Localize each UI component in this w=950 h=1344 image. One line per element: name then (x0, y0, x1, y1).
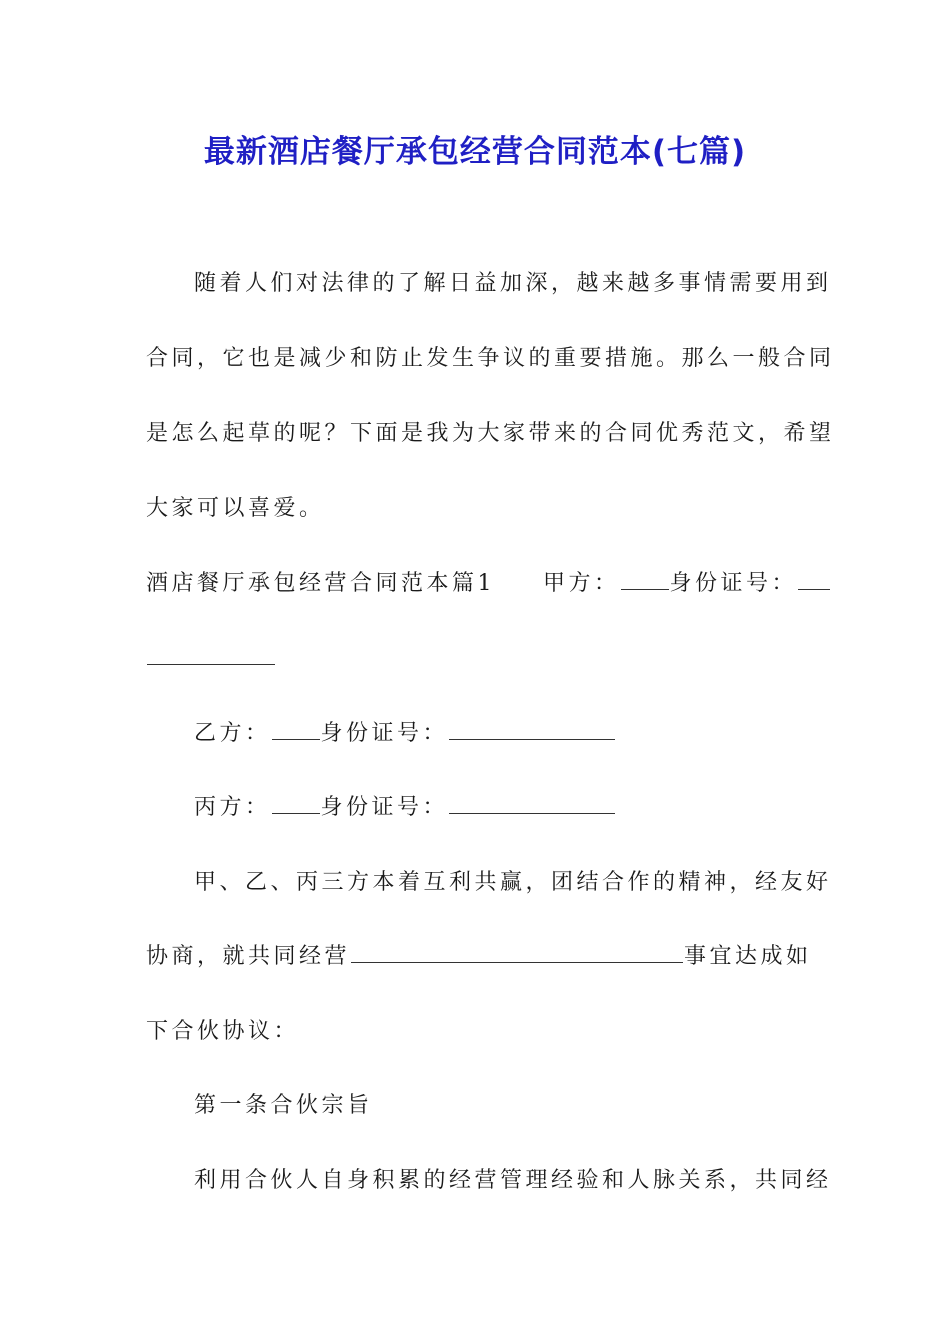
intro-line-2: 合同，它也是减少和防止发生争议的重要措施。那么一般合同 (146, 346, 835, 371)
preamble-line-1: 甲、乙、丙三方本着互利共赢，团结合作的精神，经友好 (194, 870, 832, 895)
party-a-id-continuation (146, 639, 806, 679)
section-heading-line (146, 564, 806, 604)
party-a-id-label: 身份证号： (669, 571, 798, 596)
party-c-label: 丙方： (194, 795, 271, 820)
party-c-name-blank[interactable] (272, 793, 320, 814)
party-a-id-blank-cont[interactable] (147, 644, 275, 665)
party-a-id-blank[interactable] (798, 569, 830, 590)
article-1-text: 利用合伙人自身积累的经营管理经验和人脉关系，共同经 (194, 1168, 832, 1193)
preamble-line-2 (146, 937, 812, 977)
party-c-line (194, 788, 806, 828)
intro-line-4: 大家可以喜爱。 (146, 496, 325, 521)
party-b-label: 乙方： (194, 721, 271, 746)
party-b-id-blank[interactable] (449, 719, 615, 740)
intro-line-1: 随着人们对法律的了解日益加深，越来越多事情需要用到 (194, 271, 832, 296)
party-a-label: 甲方： (543, 571, 620, 596)
party-b-name-blank[interactable] (272, 719, 320, 740)
party-c-id-label: 身份证号： (320, 795, 449, 820)
business-blank[interactable] (351, 942, 683, 963)
preamble-text-a: 协商，就共同经营 (146, 944, 351, 969)
party-b-id-label: 身份证号： (320, 721, 449, 746)
document-title: 最新酒店餐厅承包经营合同范本(七篇) (203, 134, 747, 170)
intro-line-3: 是怎么起草的呢？下面是我为大家带来的合同优秀范文，希望 (146, 421, 835, 446)
preamble-line-3: 下合伙协议： (146, 1019, 300, 1044)
section-heading: 酒店餐厅承包经营合同范本篇1 (146, 571, 495, 596)
party-a-name-blank[interactable] (621, 569, 669, 590)
party-c-id-blank[interactable] (449, 793, 615, 814)
article-1-title: 第一条合伙宗旨 (194, 1093, 373, 1118)
party-b-line (194, 714, 806, 754)
preamble-text-b: 事宜达成如 (684, 944, 812, 969)
